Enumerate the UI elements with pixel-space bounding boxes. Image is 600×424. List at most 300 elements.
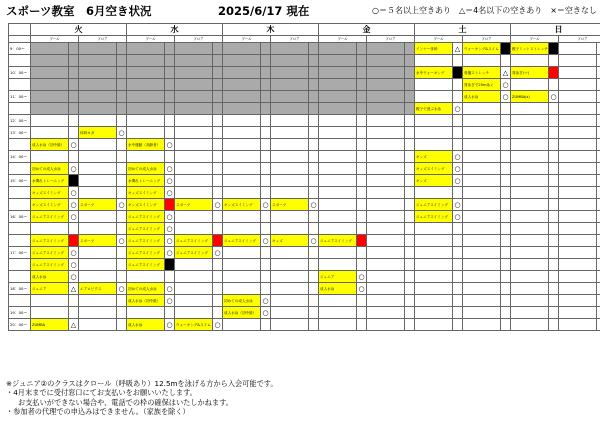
availability-mark — [309, 103, 319, 115]
class-cell — [367, 211, 405, 223]
schedule-row — [9, 223, 600, 235]
class-cell — [511, 175, 549, 187]
class-cell: ジュニアスイミング — [31, 247, 69, 259]
availability-mark — [261, 151, 271, 163]
time-cell: 18：00～ — [9, 283, 31, 295]
availability-mark: ○ — [502, 80, 509, 89]
availability-mark — [549, 223, 559, 235]
availability-mark — [405, 139, 415, 151]
availability-mark — [69, 223, 79, 235]
red-mark — [165, 199, 175, 211]
availability-mark: ○ — [166, 224, 173, 233]
availability-mark: ○ — [262, 236, 269, 245]
availability-mark — [405, 79, 415, 91]
class-cell: キッズスイミング — [31, 187, 69, 199]
class-cell — [463, 55, 501, 67]
availability-mark — [69, 151, 79, 163]
class-cell — [463, 295, 501, 307]
availability-mark — [501, 103, 511, 115]
day-header: 金 — [319, 24, 415, 36]
class-cell — [367, 307, 405, 319]
class-cell — [79, 103, 117, 115]
class-cell — [559, 163, 597, 175]
availability-mark — [261, 283, 271, 295]
class-cell — [511, 199, 549, 211]
class-cell: 初めての成人水泳 — [127, 283, 165, 295]
class-cell — [559, 307, 597, 319]
schedule-row — [9, 151, 600, 163]
availability-mark — [357, 151, 367, 163]
class-cell: ZUMBA(s) — [511, 91, 549, 103]
availability-mark — [405, 103, 415, 115]
availability-mark — [357, 79, 367, 91]
class-cell — [463, 319, 501, 331]
availability-mark — [357, 319, 367, 331]
class-cell — [463, 271, 501, 283]
availability-mark — [165, 115, 175, 127]
pool-header: プール — [319, 36, 367, 43]
class-cell — [223, 223, 261, 235]
availability-mark — [69, 91, 79, 103]
red-mark — [549, 67, 559, 79]
class-cell — [127, 271, 165, 283]
class-cell — [271, 247, 309, 259]
availability-mark — [309, 43, 319, 55]
schedule-row — [9, 139, 600, 151]
class-cell: ジュニアスイミング — [127, 235, 165, 247]
availability-mark — [501, 295, 511, 307]
schedule-row — [9, 103, 600, 115]
class-cell — [127, 103, 165, 115]
availability-mark — [597, 151, 600, 163]
class-cell — [31, 103, 69, 115]
schedule-row — [9, 319, 600, 331]
class-cell: ウォーキング&スイム — [175, 319, 213, 331]
availability-mark — [357, 115, 367, 127]
availability-mark — [261, 139, 271, 151]
class-cell — [127, 307, 165, 319]
class-cell — [175, 151, 213, 163]
availability-mark — [597, 295, 600, 307]
availability-mark — [405, 271, 415, 283]
class-cell — [271, 115, 309, 127]
availability-mark — [261, 127, 271, 139]
availability-mark — [549, 79, 559, 91]
time-cell — [9, 271, 31, 283]
availability-mark — [453, 295, 463, 307]
class-cell: スポーツ — [175, 199, 213, 211]
class-cell — [319, 91, 357, 103]
availability-mark — [69, 115, 79, 127]
class-cell — [271, 223, 309, 235]
class-cell — [463, 307, 501, 319]
availability-mark — [453, 187, 463, 199]
class-cell — [79, 139, 117, 151]
availability-mark — [549, 211, 559, 223]
class-cell — [367, 115, 405, 127]
class-cell — [319, 247, 357, 259]
class-cell: ジュニア — [319, 271, 357, 283]
note-line: ※ジュニア②のクラスはクロール（呼吸あり）12.5mを泳げる方から入会可能です。 — [6, 379, 278, 388]
class-cell: 初めての成人水泳 — [223, 295, 261, 307]
class-cell — [175, 307, 213, 319]
class-cell — [367, 259, 405, 271]
pool-header: プール — [415, 36, 463, 43]
availability-mark — [597, 247, 600, 259]
class-cell — [319, 223, 357, 235]
availability-mark — [501, 199, 511, 211]
class-cell — [79, 223, 117, 235]
floor-header: フロア — [271, 36, 319, 43]
availability-mark — [549, 127, 559, 139]
availability-mark — [549, 283, 559, 295]
class-cell: 成人水泳 — [127, 319, 165, 331]
availability-mark — [165, 271, 175, 283]
availability-mark — [597, 271, 600, 283]
class-cell — [223, 43, 261, 55]
class-cell — [271, 91, 309, 103]
schedule-row — [9, 247, 600, 259]
class-cell — [559, 139, 597, 151]
availability-mark — [453, 91, 463, 103]
availability-mark — [213, 187, 223, 199]
class-cell — [319, 199, 357, 211]
class-cell — [463, 139, 501, 151]
class-cell — [127, 79, 165, 91]
availability-mark: ○ — [70, 212, 77, 221]
class-cell — [79, 295, 117, 307]
floor-header: フロア — [463, 36, 511, 43]
class-cell — [463, 199, 501, 211]
class-cell — [367, 55, 405, 67]
availability-mark: ○ — [262, 296, 269, 305]
availability-mark: ○ — [166, 248, 173, 257]
class-cell: キッズ — [415, 151, 453, 163]
pool-header: プール — [511, 36, 559, 43]
class-cell: スポーツ — [271, 199, 309, 211]
availability-mark — [213, 55, 223, 67]
availability-mark — [213, 151, 223, 163]
class-cell — [223, 67, 261, 79]
class-cell — [367, 175, 405, 187]
class-cell — [79, 67, 117, 79]
class-cell — [463, 175, 501, 187]
class-cell — [319, 307, 357, 319]
class-cell — [79, 55, 117, 67]
class-cell — [367, 151, 405, 163]
class-cell: 成人水泳 — [31, 271, 69, 283]
availability-mark — [117, 67, 127, 79]
availability-mark — [453, 139, 463, 151]
time-cell — [9, 103, 31, 115]
class-cell — [463, 163, 501, 175]
time-cell: 11：00～ — [9, 91, 31, 103]
class-cell — [367, 223, 405, 235]
class-cell — [559, 79, 597, 91]
availability-mark — [501, 187, 511, 199]
as-of-date: 2025/6/17 現在 — [218, 4, 310, 18]
availability-mark — [261, 175, 271, 187]
schedule-row — [9, 199, 600, 211]
class-cell — [367, 67, 405, 79]
class-cell — [271, 259, 309, 271]
schedule-row — [9, 67, 600, 79]
availability-mark — [213, 295, 223, 307]
class-cell — [271, 187, 309, 199]
class-cell — [271, 127, 309, 139]
availability-mark — [501, 55, 511, 67]
class-cell: ジュニアスイミング — [31, 259, 69, 271]
availability-mark — [357, 247, 367, 259]
availability-mark: ○ — [166, 284, 173, 293]
class-cell — [463, 115, 501, 127]
availability-mark — [549, 259, 559, 271]
availability-mark: ○ — [310, 200, 317, 209]
availability-mark — [261, 43, 271, 55]
availability-mark: ○ — [166, 164, 173, 173]
availability-mark — [117, 211, 127, 223]
time-cell — [9, 55, 31, 67]
availability-mark — [261, 91, 271, 103]
class-cell — [559, 271, 597, 283]
availability-mark — [597, 175, 600, 187]
availability-mark — [213, 259, 223, 271]
class-cell — [127, 43, 165, 55]
class-cell — [223, 115, 261, 127]
availability-mark — [405, 91, 415, 103]
class-cell — [31, 43, 69, 55]
class-cell — [223, 319, 261, 331]
class-cell — [511, 139, 549, 151]
class-cell: ジュニア — [31, 283, 69, 295]
class-cell — [79, 115, 117, 127]
availability-mark — [117, 139, 127, 151]
floor-header: フロア — [367, 36, 415, 43]
availability-mark: ○ — [70, 200, 77, 209]
class-cell — [175, 271, 213, 283]
class-cell — [79, 259, 117, 271]
class-cell: 水慣れトレーニング — [31, 175, 69, 187]
availability-mark: ○ — [550, 92, 557, 101]
availability-mark — [357, 67, 367, 79]
schedule-row — [9, 79, 600, 91]
class-cell — [127, 91, 165, 103]
availability-mark — [117, 307, 127, 319]
class-cell — [175, 283, 213, 295]
availability-mark — [309, 67, 319, 79]
availability-mark — [597, 43, 600, 55]
class-cell: 成人水泳（初中級） — [127, 295, 165, 307]
availability-mark — [117, 247, 127, 259]
class-cell — [415, 271, 453, 283]
class-cell — [271, 103, 309, 115]
availability-mark: ○ — [70, 272, 77, 281]
availability-mark — [165, 79, 175, 91]
class-cell — [319, 319, 357, 331]
availability-mark — [309, 79, 319, 91]
class-cell — [559, 175, 597, 187]
class-cell — [271, 283, 309, 295]
class-cell — [415, 247, 453, 259]
class-cell — [271, 151, 309, 163]
class-cell — [463, 259, 501, 271]
availability-mark — [213, 43, 223, 55]
availability-mark — [357, 103, 367, 115]
class-cell — [223, 259, 261, 271]
availability-mark — [261, 223, 271, 235]
page-title: スポーツ教室 6月空き状況 — [6, 4, 152, 18]
class-cell — [271, 175, 309, 187]
availability-mark — [117, 223, 127, 235]
availability-mark — [165, 307, 175, 319]
class-cell — [559, 283, 597, 295]
availability-mark — [405, 295, 415, 307]
class-cell — [559, 223, 597, 235]
availability-mark — [357, 175, 367, 187]
class-cell — [175, 79, 213, 91]
class-cell — [223, 91, 261, 103]
time-cell: 13：00～ — [9, 127, 31, 139]
availability-mark: ○ — [118, 236, 125, 245]
class-cell — [559, 187, 597, 199]
class-cell — [463, 247, 501, 259]
availability-mark — [405, 175, 415, 187]
class-cell — [511, 127, 549, 139]
note-line: お支払いができない場合や、電話での枠の確保はいたしかねます。 — [18, 397, 233, 407]
availability-mark — [309, 127, 319, 139]
class-cell — [367, 43, 405, 55]
time-cell: 20：00～ — [9, 319, 31, 331]
class-cell — [463, 103, 501, 115]
availability-mark — [309, 283, 319, 295]
class-cell — [175, 127, 213, 139]
availability-mark — [309, 115, 319, 127]
class-cell: 骨盤ストレッチ — [463, 67, 501, 79]
corner-cell — [9, 36, 31, 43]
class-cell — [223, 79, 261, 91]
time-cell — [9, 223, 31, 235]
availability-mark: ○ — [454, 200, 461, 209]
class-cell — [223, 139, 261, 151]
availability-mark: ○ — [118, 200, 125, 209]
availability-mark — [165, 103, 175, 115]
class-cell — [367, 319, 405, 331]
availability-legend: ○＝５名以上空きあり △＝4名以下の空きあり ×＝空きなし — [372, 6, 597, 15]
availability-mark — [117, 151, 127, 163]
class-cell — [175, 175, 213, 187]
availability-mark — [69, 103, 79, 115]
availability-mark — [405, 199, 415, 211]
availability-mark — [261, 79, 271, 91]
availability-mark — [213, 103, 223, 115]
availability-mark — [69, 67, 79, 79]
class-cell — [79, 319, 117, 331]
time-cell — [9, 139, 31, 151]
availability-mark — [309, 319, 319, 331]
full-mark — [69, 175, 79, 187]
availability-mark — [405, 319, 415, 331]
class-cell — [31, 55, 69, 67]
class-cell — [175, 211, 213, 223]
availability-mark — [501, 139, 511, 151]
class-cell — [559, 211, 597, 223]
availability-mark — [501, 175, 511, 187]
availability-mark — [117, 187, 127, 199]
availability-mark: △ — [69, 283, 79, 295]
availability-mark — [405, 283, 415, 295]
availability-mark — [261, 259, 271, 271]
availability-mark — [597, 139, 600, 151]
class-cell — [271, 43, 309, 55]
availability-mark — [213, 271, 223, 283]
class-cell — [319, 115, 357, 127]
class-cell — [559, 127, 597, 139]
class-cell — [319, 67, 357, 79]
class-cell — [319, 211, 357, 223]
availability-mark: ○ — [358, 272, 365, 281]
availability-mark — [213, 79, 223, 91]
availability-mark: ○ — [502, 92, 509, 101]
availability-mark — [501, 235, 511, 247]
class-cell: ウォーキング&スイム — [463, 43, 501, 55]
class-cell: 背泳ぎ(マ) — [511, 67, 549, 79]
availability-mark — [453, 79, 463, 91]
class-cell: スポーツ — [79, 235, 117, 247]
availability-mark — [597, 187, 600, 199]
class-cell — [79, 271, 117, 283]
availability-mark — [501, 307, 511, 319]
availability-mark — [117, 115, 127, 127]
availability-mark — [213, 115, 223, 127]
day-header: 土 — [415, 24, 511, 36]
class-cell — [31, 307, 69, 319]
class-cell — [367, 127, 405, 139]
class-cell — [175, 55, 213, 67]
class-cell — [271, 163, 309, 175]
availability-mark — [405, 115, 415, 127]
availability-mark — [501, 115, 511, 127]
availability-mark — [165, 55, 175, 67]
availability-mark — [405, 151, 415, 163]
availability-mark — [357, 139, 367, 151]
availability-mark — [597, 127, 600, 139]
availability-mark — [117, 271, 127, 283]
class-cell — [319, 187, 357, 199]
availability-mark: ○ — [166, 140, 173, 149]
schedule-row — [9, 211, 600, 223]
schedule-row — [9, 115, 600, 127]
class-cell — [367, 247, 405, 259]
availability-mark — [597, 55, 600, 67]
class-cell — [367, 103, 405, 115]
class-cell — [127, 55, 165, 67]
class-cell: ジュニアスイミング — [31, 211, 69, 223]
availability-mark — [309, 139, 319, 151]
time-cell — [9, 199, 31, 211]
class-cell — [319, 295, 357, 307]
availability-mark: △ — [501, 67, 511, 79]
schedule-table — [8, 23, 600, 331]
availability-mark — [309, 271, 319, 283]
class-cell — [127, 67, 165, 79]
day-header: 木 — [223, 24, 319, 36]
availability-mark — [117, 163, 127, 175]
class-cell: 水中運動（高齢者） — [127, 139, 165, 151]
availability-mark — [309, 307, 319, 319]
note-line: ・参加者の代理での申込みはできません。（家族を除く） — [6, 407, 190, 417]
class-cell — [559, 295, 597, 307]
class-cell: 水中ウォーキング — [415, 67, 453, 79]
